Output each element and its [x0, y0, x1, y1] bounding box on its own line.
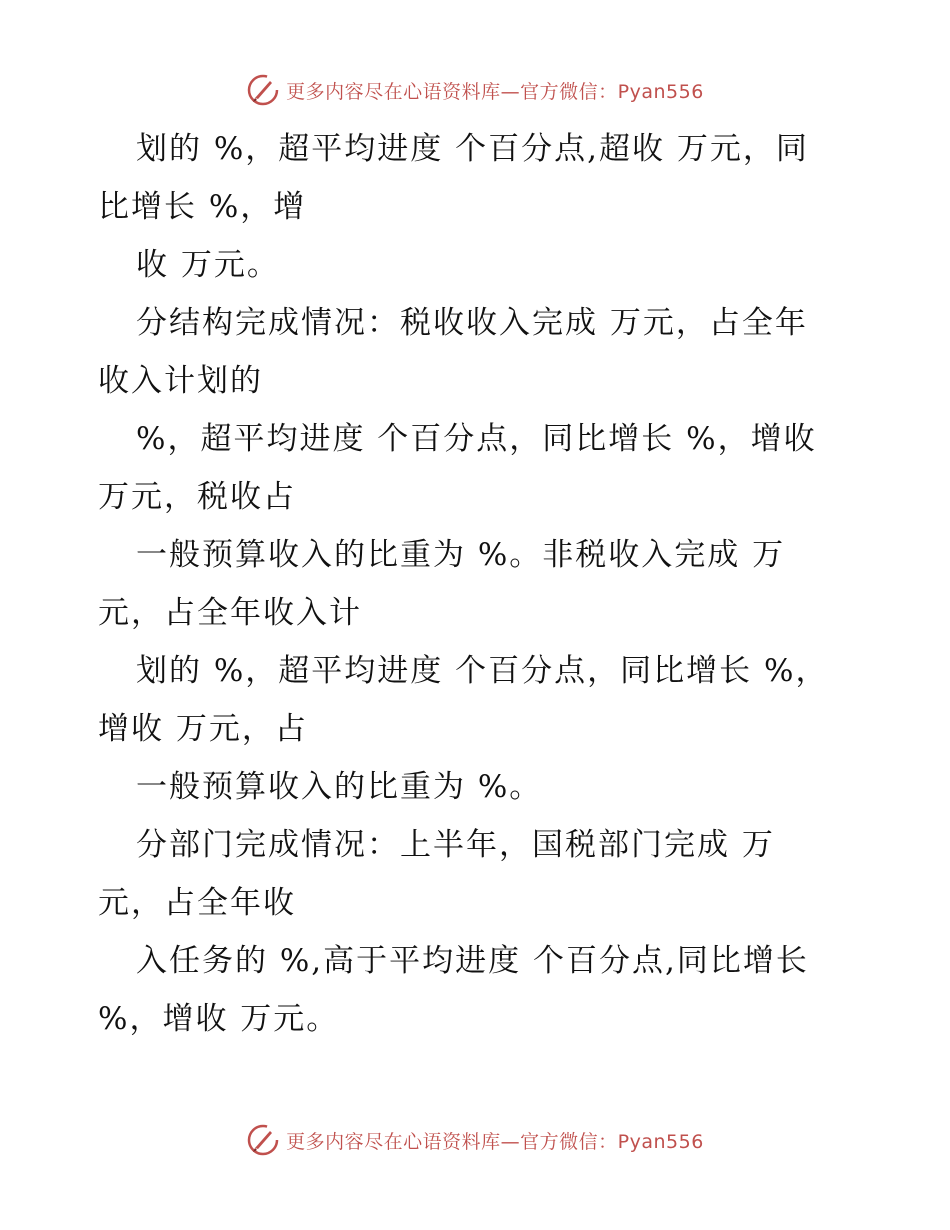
paragraph-line: 收 万元。	[136, 247, 280, 283]
paragraph-line: 比增长 %，增	[98, 189, 307, 225]
paragraph-line: %，超平均进度 个百分点，同比增长 %，增收	[136, 421, 817, 457]
paragraph-line: 划的 %，超平均进度 个百分点，同比增长 %，	[136, 653, 829, 689]
paragraph-line: 分结构完成情况：税收收入完成 万元，占全年	[136, 305, 808, 341]
paragraph-line: 万元，税收占	[98, 479, 296, 515]
quill-pen-logo-icon	[246, 73, 280, 107]
footer-banner	[0, 1120, 950, 1160]
paragraph-line: 入任务的 %,高于平均进度 个百分点,同比增长	[136, 943, 809, 979]
paragraph-line: 一般预算收入的比重为 %。非税收入完成 万	[136, 537, 786, 573]
header-banner-text: 更多内容尽在心语资料库—官方微信：Pyan556	[286, 80, 704, 103]
paragraph-line: 元，占全年收	[98, 885, 296, 921]
document-body	[98, 120, 838, 1048]
paragraph-line: %，增收 万元。	[98, 1001, 340, 1037]
footer-banner-text: 更多内容尽在心语资料库—官方微信：Pyan556	[286, 1130, 704, 1153]
paragraph-line: 划的 %，超平均进度 个百分点,超收 万元，同	[136, 131, 809, 167]
header-banner	[0, 70, 950, 110]
paragraph-line: 一般预算收入的比重为 %。	[136, 769, 543, 805]
paragraph-line: 分部门完成情况：上半年，国税部门完成 万	[136, 827, 775, 863]
paragraph-line: 收入计划的	[98, 363, 263, 399]
quill-pen-logo-icon	[246, 1123, 280, 1157]
paragraph-line: 增收 万元，占	[98, 711, 308, 747]
paragraph-line: 元，占全年收入计	[98, 595, 362, 631]
